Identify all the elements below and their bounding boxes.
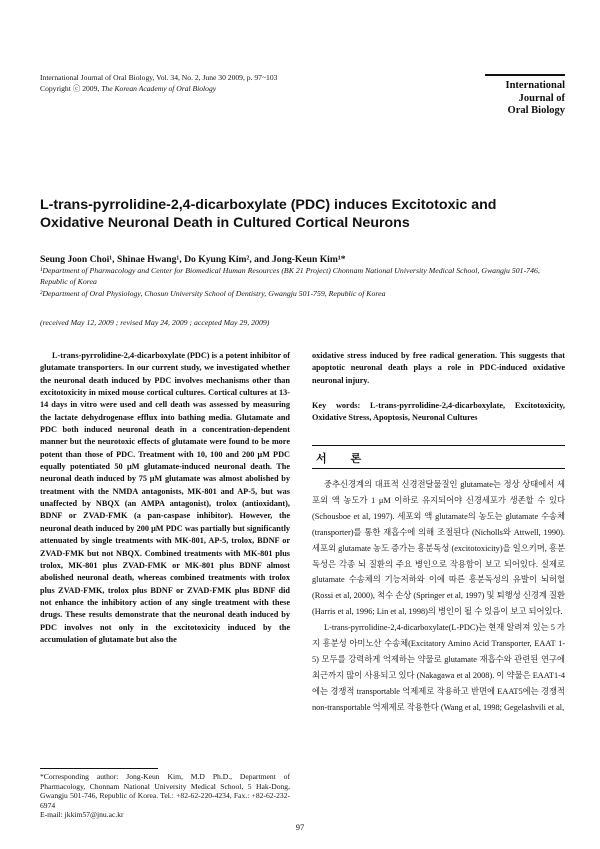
introduction-body <box>312 477 565 716</box>
title-line-1: L-trans-pyrrolidine-2,4-dicarboxylate (PDC) induces Excitotoxic and <box>40 197 497 213</box>
copyright-line <box>40 84 277 95</box>
article-title <box>40 197 565 232</box>
page-number: 97 <box>295 822 305 832</box>
section-rule-top <box>312 445 565 446</box>
copyright-prefix: Copyright ⓒ 2009, <box>40 83 100 93</box>
section-rule-bottom <box>312 468 565 469</box>
affiliation-1: ¹Department of Pharmacology and Center for Biomedical Human Resources (BK 21 Project) Chonnam National University Medical School, Gwangju 501-746, Republic of Korea <box>40 266 540 286</box>
abstract-right-column <box>312 350 565 425</box>
abstract-continuation: oxidative stress induced by free radical generation. This suggests that apoptotic neuronal death plays a role in PDC-induced oxidative neuronal injury. <box>312 351 565 385</box>
journal-header <box>40 73 277 94</box>
corresponding-author-footnote <box>40 768 290 820</box>
abstract-left-column <box>40 350 290 646</box>
journal-name-box <box>485 74 565 118</box>
keywords: Key words: L-trans-pyrrolidine-2,4-dicarboxylate, Excitotoxicity, Oxidative Stress, Apoptosis, Neuronal Cultures <box>312 401 565 423</box>
intro-paragraph-1: 중추신경계의 대표적 신경전달물질인 glutamate는 정상 상태에서 세포외 액 농도가 1 μM 이하로 유지되어야 신경세포가 생존할 수 있다 (Schousboe et al, 1997). 세포외 액 glutamate의 농도는 glutamate 수송체 (transporter)를 통한 재흡수에 의해 조절된다 (Nicholls와 Attwell, 1990). 세포외 glutamate 농도 증가는 흥분독성 (excitotoxicity)을 일으키며, 흥분독성은 각종 뇌 질환의 주요 병인으로 작용함이 보고 되어있다. 실제로 glutamate 수송체의 기능저하와 이에 따른 흥분독성의 유발이 뇌허혈 (Rossi et al, 2000), 척수 손상 (Springer et al, 1997) 및 퇴행성 신경계 질환 (Harris et al, 1996; Lin et al, 1998)의 병인이 될 수 있음이 보고 되어있다. <box>312 480 565 617</box>
received-dates: (received May 12, 2009 ; revised May 24, 2009 ; accepted May 29, 2009) <box>40 318 270 327</box>
journal-name-line3: Oral Biology <box>507 105 565 116</box>
copyright-journal: The Korean Academy of Oral Biology <box>101 83 217 93</box>
title-line-2: Oxidative Neuronal Death in Cultured Cortical Neurons <box>40 214 410 231</box>
section-heading-introduction <box>312 445 565 469</box>
section-title: 서 론 <box>316 452 372 465</box>
author-list: Seung Joon Choi¹, Shinae Hwang¹, Do Kyung Kim², and Jong-Keun Kim¹* <box>40 254 346 265</box>
affiliation-2: ²Department of Oral Physiology, Chosun University School of Dentistry, Gwangju 501-759, Republic of Korea <box>40 289 386 298</box>
abstract-text: L-trans-pyrrolidine-2,4-dicarboxylate (PDC) is a potent inhibitor of glutamate transporters. In our current study, we investigated whether the neuronal death induced by PDC involves mechanisms other than excitotoxicity in mixed mouse cortical cultures. Cortical cultures at 13-14 days in vitro were used and cell death was assessed by measuring the lactate dehydrogenase efflux into bathing media. Glutamate and PDC both induced neuronal death in a concentration-dependent manner but the neurotoxic effects of glutamate were found to be more potent than those of PDC. Treatment with 10, 100 and 200 μM PDC equally potentiated 50 μM glutamate-induced neuronal death. The neuronal death induced by 75 μM glutamate was almost abolished by treatment with the NMDA antagonists, MK-801 and AP-5, but was unaffected by NBQX (an AMPA antagonist), trolox (antioxidant), BDNF or ZVAD-FMK (a pan-caspase inhibitor). However, the neuronal death induced by 200 μM PDC was partially but significantly attenuated by single treatments with MK-801, AP-5, trolox, BDNF or ZVAD-FMK but not NBQX. Combined treatments with MK-801 plus trolox, MK-801 plus ZVAD-FMK or MK-801 plus BDNF almost abolished neuronal death, whereas combined treatments with trolox plus ZVAD-FMK, trolox plus BDNF or ZVAD-FMK plus BDNF did not enhance the inhibitory action of any single treatment with these drugs. These results demonstrate that the neuronal death induced by PDC involves not only in the excitotoxicity induced by the accumulation of glutamate but also the <box>40 351 290 644</box>
intro-paragraph-2: L-trans-pyrrolidine-2,4-dicarboxylate(L-PDC)는 현재 알려져 있는 5 가지 흥분성 아미노산 수송체(Excitatory Amino Acid Transporter, EAAT 1-5) 모두를 강력하게 억제하는 약물로 glutamate 재흡수와 관련된 연구에 최근까지 많이 사용되고 있다 (Nakagawa et al 2008). 이 약물은 EAAT1-4에는 경쟁적 transportable 억제제로 작용하고 반면에 EAAT5에는 경쟁적 non-transportable 억제제로 작용한다 (Wang et al, 1998; Gegelashvili et al, <box>312 623 565 712</box>
journal-name-line2: Journal of <box>518 92 565 104</box>
footnote-rule <box>40 768 158 769</box>
footnote-email: E-mail: jkkim57@jnu.ac.kr <box>40 810 124 820</box>
journal-name-line1: International <box>505 80 565 91</box>
journal-citation: International Journal of Oral Biology, Vol. 34, No. 2, June 30 2009, p. 97~103 <box>40 73 278 82</box>
footnote-text: *Corresponding author: Jong-Keun Kim, M.D Ph.D., Department of Pharmacology, Chonnam National University Medical School, 5 Hak-Dong, Gwangju 501-746, Republic of Korea. Tel.: +82-62-220-4234, Fax.: +82-62-232-6974 <box>40 772 290 810</box>
